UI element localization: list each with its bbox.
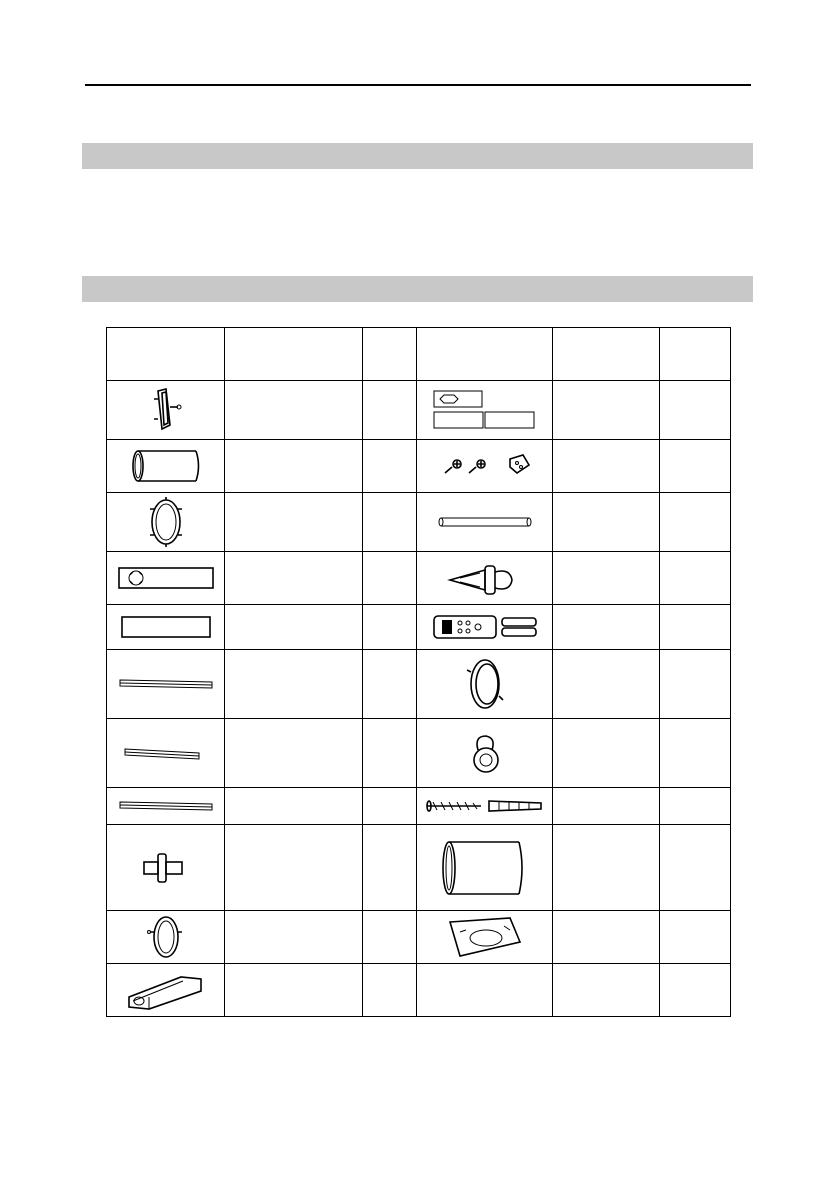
header-cell (107, 328, 225, 381)
part-qty-cell (660, 381, 731, 440)
part-name-cell (225, 825, 363, 911)
table-row (107, 964, 731, 1017)
part-image-cell (107, 964, 225, 1017)
intake-hose-icon (435, 833, 535, 903)
part-qty-cell (363, 788, 417, 825)
part-qty-cell (660, 964, 731, 1017)
part-name-cell (225, 493, 363, 552)
part-name-cell (225, 650, 363, 719)
table-row (107, 493, 731, 552)
part-image-cell (107, 911, 225, 964)
part-qty-cell (363, 719, 417, 788)
part-name-cell (553, 440, 660, 493)
part-image-cell (107, 381, 225, 440)
table-row (107, 719, 731, 788)
flat-window-nozzle-icon (121, 967, 211, 1013)
part-qty-cell (363, 440, 417, 493)
part-image-cell (107, 552, 225, 605)
table-row (107, 788, 731, 825)
round-hose-connector-icon (136, 912, 196, 962)
part-image-cell (107, 825, 225, 911)
part-name-cell (225, 911, 363, 964)
part-image-cell (417, 650, 553, 719)
rod-bar-icon (435, 512, 535, 532)
part-qty-cell (363, 605, 417, 650)
part-image-cell (417, 911, 553, 964)
drain-pipe-adapter-icon (136, 848, 196, 888)
part-qty-cell (660, 788, 731, 825)
header-cell (363, 328, 417, 381)
section-bar-2 (82, 276, 753, 302)
part-name-cell (553, 493, 660, 552)
long-window-slider-bar-icon (116, 674, 216, 694)
part-name-cell (553, 719, 660, 788)
table-row (107, 440, 731, 493)
part-name-cell (225, 605, 363, 650)
part-qty-cell (660, 650, 731, 719)
part-image-cell (107, 788, 225, 825)
part-image-cell (107, 493, 225, 552)
exhaust-hose-icon (126, 446, 206, 486)
part-image-cell (417, 605, 553, 650)
short-window-slider-bar-icon (121, 743, 211, 763)
part-name-cell (553, 650, 660, 719)
remote-control-batteries-icon (430, 612, 540, 642)
part-name-cell (225, 964, 363, 1017)
part-qty-cell (660, 825, 731, 911)
header-rule (85, 84, 751, 86)
screw-and-wall-anchor-icon (423, 795, 547, 817)
header-cell (553, 328, 660, 381)
part-qty-cell (363, 650, 417, 719)
screws-and-bracket-icon (435, 451, 535, 481)
part-qty-cell (363, 825, 417, 911)
part-qty-cell (363, 552, 417, 605)
window-slider-connector-icon (136, 385, 196, 435)
part-name-cell (553, 552, 660, 605)
part-image-cell (417, 719, 553, 788)
part-qty-cell (660, 719, 731, 788)
header-cell (225, 328, 363, 381)
part-image-cell (417, 493, 553, 552)
part-image-cell (417, 964, 553, 1017)
accessories-table (106, 327, 731, 1017)
section-bar-1 (82, 143, 753, 169)
header-cell (660, 328, 731, 381)
drain-connector-icon (440, 558, 530, 598)
part-image-cell (417, 440, 553, 493)
table-row (107, 381, 731, 440)
part-qty-cell (660, 440, 731, 493)
rubber-plug-icon (460, 728, 510, 778)
window-panel-with-hole-icon (116, 563, 216, 593)
hose-adapter-ring-icon (136, 495, 196, 549)
part-name-cell (225, 788, 363, 825)
part-qty-cell (363, 964, 417, 1017)
table-row (107, 825, 731, 911)
table-row (107, 552, 731, 605)
window-slider-bar-icon (116, 796, 216, 816)
part-image-cell (417, 788, 553, 825)
flat-nozzle-connector-icon (440, 912, 530, 962)
table-row (107, 605, 731, 650)
part-name-cell (553, 911, 660, 964)
part-image-cell (107, 440, 225, 493)
header-cell (417, 328, 553, 381)
part-name-cell (553, 788, 660, 825)
part-qty-cell (660, 552, 731, 605)
part-image-cell (417, 552, 553, 605)
part-name-cell (225, 552, 363, 605)
part-qty-cell (363, 911, 417, 964)
part-image-cell (107, 719, 225, 788)
part-name-cell (225, 719, 363, 788)
hose-clamp-ring-icon (455, 654, 515, 714)
window-panel-icon (119, 614, 213, 640)
part-image-cell (107, 650, 225, 719)
part-qty-cell (363, 381, 417, 440)
part-image-cell (417, 381, 553, 440)
part-qty-cell (660, 493, 731, 552)
part-name-cell (553, 605, 660, 650)
part-name-cell (553, 964, 660, 1017)
part-qty-cell (363, 493, 417, 552)
part-name-cell (553, 381, 660, 440)
part-name-cell (225, 381, 363, 440)
table-row (107, 650, 731, 719)
table-row (107, 911, 731, 964)
part-image-cell (417, 825, 553, 911)
part-qty-cell (660, 911, 731, 964)
part-qty-cell (660, 605, 731, 650)
part-name-cell (225, 440, 363, 493)
part-image-cell (107, 605, 225, 650)
table-header-row (107, 328, 731, 381)
part-name-cell (553, 825, 660, 911)
sealing-strip-labels-icon (430, 388, 540, 432)
